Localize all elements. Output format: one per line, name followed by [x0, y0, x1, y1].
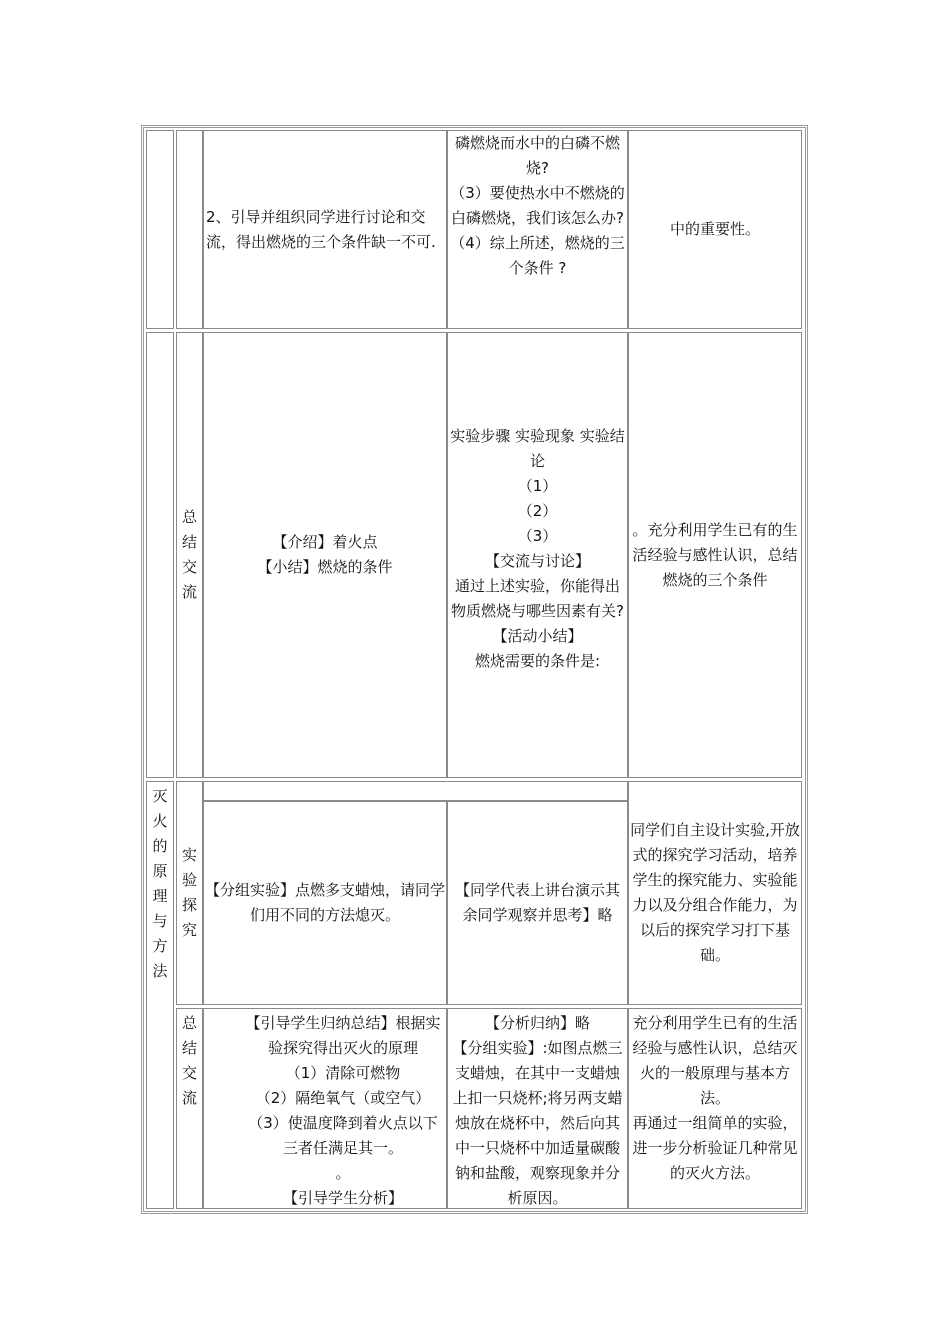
row2-student-cell — [447, 332, 628, 778]
row3-teacher-text: 【分组实验】点燃多支蜡烛，请同学们用不同的方法熄灭。 — [204, 881, 445, 924]
row2-teacher-line: 【小结】燃烧的条件 — [257, 558, 393, 576]
row1-teacher-text: 2、引导并组织同学进行讨论和交流，得出燃烧的三个条件缺一不可. — [206, 207, 436, 251]
row1-teacher-cell — [203, 130, 447, 329]
row4-teacher-cell — [203, 1008, 447, 1209]
row2-intent-cell — [628, 332, 802, 778]
row4-intent-line: 充分利用学生已有的生活经验与感性认识，总结灭火的一般原理与基本方法。 — [632, 1014, 798, 1107]
row4-sub-char: 交 — [181, 1064, 197, 1082]
row4-teacher-line: 。 — [335, 1164, 351, 1182]
row4-sub-char: 流 — [181, 1089, 197, 1107]
row4-sub-char: 总 — [181, 1014, 197, 1032]
row2-stage-cell — [146, 332, 174, 778]
row4-teacher-line: （2）隔绝氧气（或空气） — [255, 1089, 431, 1107]
row4-teacher-line: 【引导学生分析】 — [282, 1189, 403, 1207]
row2-teacher-cell — [203, 332, 447, 778]
row1-sub-cell — [176, 130, 203, 329]
row4-teacher-line: （1）清除可燃物 — [285, 1064, 401, 1082]
row2-student-line: 通过上述实验，你能得出物质燃烧与哪些因素有关? — [451, 577, 624, 620]
row4-teacher-line: （3）使温度降到着火点以下 — [248, 1114, 438, 1132]
row2-student-line: 实验步骤 实验现象 实验结论 — [450, 427, 625, 470]
row3-sub-char: 验 — [181, 871, 197, 889]
row4-student-line: 【分析归纳】略 — [484, 1014, 590, 1032]
row3-top-strip — [203, 781, 628, 801]
row2-sub-char: 交 — [181, 558, 197, 576]
row1-intent-text: 中的重要性。 — [669, 220, 760, 238]
row2-intent-text: 。充分利用学生已有的生活经验与感性认识，总结燃烧的三个条件 — [632, 520, 798, 589]
row2-sub-cell — [176, 332, 203, 778]
row3-sub-char: 实 — [181, 846, 197, 864]
stage-char: 灭 — [152, 787, 168, 805]
row2-student-line: 【活动小结】 — [492, 627, 583, 645]
row2-student-line: （2） — [517, 502, 558, 520]
row2-student-line: 【交流与讨论】 — [484, 552, 590, 570]
row2-sub-char: 总 — [181, 508, 197, 526]
row2-sub-char: 结 — [181, 533, 197, 551]
row2-student-line: （1） — [517, 477, 558, 495]
row1-student-line: （3）要使热水中不燃烧的白磷燃烧，我们该怎么办? — [450, 184, 625, 227]
row4-sub-char: 结 — [181, 1039, 197, 1057]
row3-teacher-cell — [203, 801, 447, 1005]
row3-intent-cell — [628, 781, 802, 1005]
row4-intent-cell — [628, 1008, 802, 1209]
stage-char: 原 — [152, 862, 168, 880]
row2-teacher-line: 【介绍】着火点 — [272, 533, 378, 551]
row3-sub-cell — [176, 781, 203, 1005]
row4-teacher-line: 三者任满足其一。 — [282, 1139, 403, 1157]
stage-char: 火 — [152, 812, 168, 830]
stage-char: 与 — [152, 912, 168, 930]
row1-stage-cell — [146, 130, 174, 329]
row1-student-line: 磷燃烧而水中的白磷不燃烧? — [454, 134, 620, 177]
row4-student-line: 【分组实验】:如图点燃三支蜡烛，在其中一支蜡烛上扣一只烧杯;将另两支蜡烛放在烧杯中，然后向其中一只烧杯中加适量碳酸钠和盐酸，观察现象并分析原因。 — [452, 1039, 623, 1207]
stage-char: 法 — [152, 962, 168, 980]
row1-student-line: （4）综上所述，燃烧的三个条件 ? — [450, 234, 625, 277]
row2-student-line: （3） — [517, 527, 558, 545]
row4-student-cell — [447, 1008, 628, 1209]
row2-student-line: 燃烧需要的条件是: — [474, 652, 601, 670]
row4-intent-line: 再通过一组简单的实验，进一步分析验证几种常见的灭火方法。 — [632, 1114, 798, 1182]
row3-sub-char: 探 — [181, 896, 197, 914]
stage-char: 的 — [152, 837, 168, 855]
row3-student-cell — [447, 801, 628, 1005]
row4-teacher-line: 【引导学生归纳总结】根据实验探究得出灭火的原理 — [245, 1014, 441, 1057]
stage-cell-extinguish — [146, 781, 174, 1209]
row4-sub-cell — [176, 1008, 203, 1209]
row3-student-text: 【同学代表上讲台演示其余同学观察并思考】略 — [454, 881, 620, 924]
stage-char: 理 — [152, 887, 168, 905]
row1-student-cell — [447, 130, 628, 329]
stage-char: 方 — [152, 937, 168, 955]
row3-sub-char: 究 — [181, 921, 197, 939]
row2-sub-char: 流 — [181, 583, 197, 601]
row3-intent-text: 同学们自主设计实验,开放式的探究学习活动，培养学生的探究能力、实验能力以及分组合作能力，为以后的探究学习打下基础。 — [630, 821, 800, 964]
row1-intent-cell — [628, 130, 802, 329]
